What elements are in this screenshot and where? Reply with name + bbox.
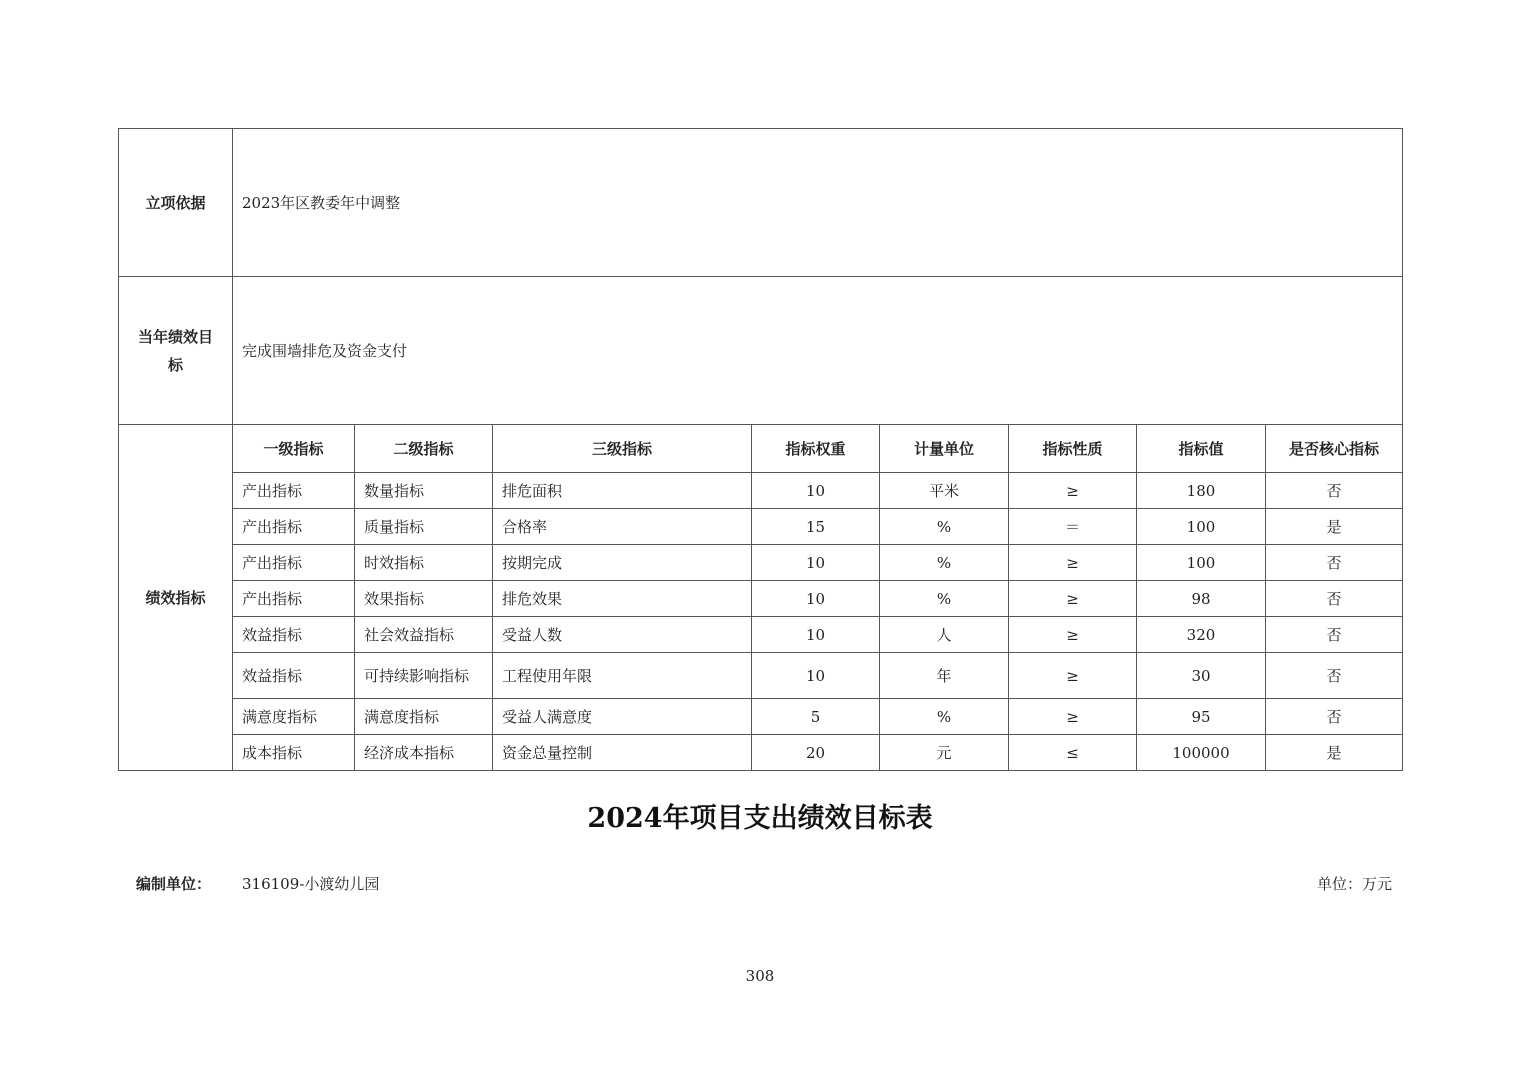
level3-cell: 受益人数 — [493, 617, 752, 653]
unit-cell: 人 — [880, 617, 1009, 653]
level2-cell: 经济成本指标 — [355, 735, 493, 771]
core-cell: 否 — [1266, 545, 1403, 581]
value-cell: 30 — [1137, 653, 1266, 699]
core-cell: 是 — [1266, 509, 1403, 545]
level3-cell: 受益人满意度 — [493, 699, 752, 735]
compiling-unit-label: 编制单位： — [136, 875, 212, 893]
unit-cell: % — [880, 545, 1009, 581]
core-cell: 是 — [1266, 735, 1403, 771]
document-title: 2024年项目支出绩效目标表 — [587, 803, 933, 834]
nature-cell: ＝ — [1009, 509, 1137, 545]
header-cell: 指标值 — [1137, 425, 1266, 473]
unit-cell: 年 — [880, 653, 1009, 699]
weight-cell: 10 — [752, 617, 880, 653]
currency-unit: 单位：万元 — [1316, 875, 1392, 893]
header-cell: 指标性质 — [1009, 425, 1137, 473]
nature-cell: ≥ — [1009, 473, 1137, 509]
nature-cell: ≥ — [1009, 653, 1137, 699]
level3-cell: 排危面积 — [493, 473, 752, 509]
compiling-unit-value: 316109-小渡幼儿园 — [242, 875, 380, 893]
value-cell: 100000 — [1137, 735, 1266, 771]
weight-cell: 5 — [752, 699, 880, 735]
level1-cell: 产出指标 — [233, 473, 355, 509]
table-row — [119, 653, 1403, 699]
weight-cell: 10 — [752, 545, 880, 581]
weight-cell: 15 — [752, 509, 880, 545]
value-cell: 98 — [1137, 581, 1266, 617]
nature-cell: ≤ — [1009, 735, 1137, 771]
level1-cell: 产出指标 — [233, 509, 355, 545]
nature-cell: ≥ — [1009, 699, 1137, 735]
nature-cell: ≥ — [1009, 545, 1137, 581]
value-cell: 95 — [1137, 699, 1266, 735]
header-cell: 三级指标 — [493, 425, 752, 473]
project-basis-row — [119, 129, 1403, 277]
level1-cell: 成本指标 — [233, 735, 355, 771]
header-cell: 二级指标 — [355, 425, 493, 473]
unit-cell: % — [880, 509, 1009, 545]
level1-cell: 满意度指标 — [233, 699, 355, 735]
level1-cell: 效益指标 — [233, 617, 355, 653]
annual-goal-value: 完成围墙排危及资金支付 — [233, 277, 1403, 425]
indicators-label: 绩效指标 — [119, 425, 233, 771]
unit-cell: % — [880, 581, 1009, 617]
table-row — [119, 509, 1403, 545]
unit-cell: 元 — [880, 735, 1009, 771]
table-row — [119, 735, 1403, 771]
level2-cell: 可持续影响指标 — [355, 653, 493, 699]
core-cell: 否 — [1266, 617, 1403, 653]
performance-table — [118, 128, 1403, 771]
level3-cell: 资金总量控制 — [493, 735, 752, 771]
level2-cell: 满意度指标 — [355, 699, 493, 735]
level2-cell: 时效指标 — [355, 545, 493, 581]
table-row — [119, 473, 1403, 509]
header-cell: 指标权重 — [752, 425, 880, 473]
level3-cell: 合格率 — [493, 509, 752, 545]
level2-cell: 数量指标 — [355, 473, 493, 509]
core-cell: 否 — [1266, 653, 1403, 699]
level2-cell: 社会效益指标 — [355, 617, 493, 653]
table-row — [119, 699, 1403, 735]
value-cell: 320 — [1137, 617, 1266, 653]
header-cell: 一级指标 — [233, 425, 355, 473]
weight-cell: 10 — [752, 653, 880, 699]
unit-cell: 平米 — [880, 473, 1009, 509]
weight-cell: 10 — [752, 581, 880, 617]
core-cell: 否 — [1266, 699, 1403, 735]
core-cell: 否 — [1266, 473, 1403, 509]
nature-cell: ≥ — [1009, 581, 1137, 617]
level1-cell: 产出指标 — [233, 545, 355, 581]
table-row — [119, 617, 1403, 653]
weight-cell: 20 — [752, 735, 880, 771]
unit-cell: % — [880, 699, 1009, 735]
value-cell: 180 — [1137, 473, 1266, 509]
core-cell: 否 — [1266, 581, 1403, 617]
annual-goal-row — [119, 277, 1403, 425]
project-basis-label: 立项依据 — [119, 129, 233, 277]
weight-cell: 10 — [752, 473, 880, 509]
header-cell: 计量单位 — [880, 425, 1009, 473]
level3-cell: 工程使用年限 — [493, 653, 752, 699]
indicator-header-row — [119, 425, 1403, 473]
level2-cell: 质量指标 — [355, 509, 493, 545]
project-basis-value: 2023年区教委年中调整 — [233, 129, 1403, 277]
level3-cell: 按期完成 — [493, 545, 752, 581]
page-number: 308 — [745, 967, 775, 985]
level2-cell: 效果指标 — [355, 581, 493, 617]
level1-cell: 效益指标 — [233, 653, 355, 699]
header-cell: 是否核心指标 — [1266, 425, 1403, 473]
level1-cell: 产出指标 — [233, 581, 355, 617]
value-cell: 100 — [1137, 509, 1266, 545]
table-row — [119, 545, 1403, 581]
table-row — [119, 581, 1403, 617]
value-cell: 100 — [1137, 545, 1266, 581]
level3-cell: 排危效果 — [493, 581, 752, 617]
nature-cell: ≥ — [1009, 617, 1137, 653]
annual-goal-label: 当年绩效目标 — [119, 277, 233, 425]
